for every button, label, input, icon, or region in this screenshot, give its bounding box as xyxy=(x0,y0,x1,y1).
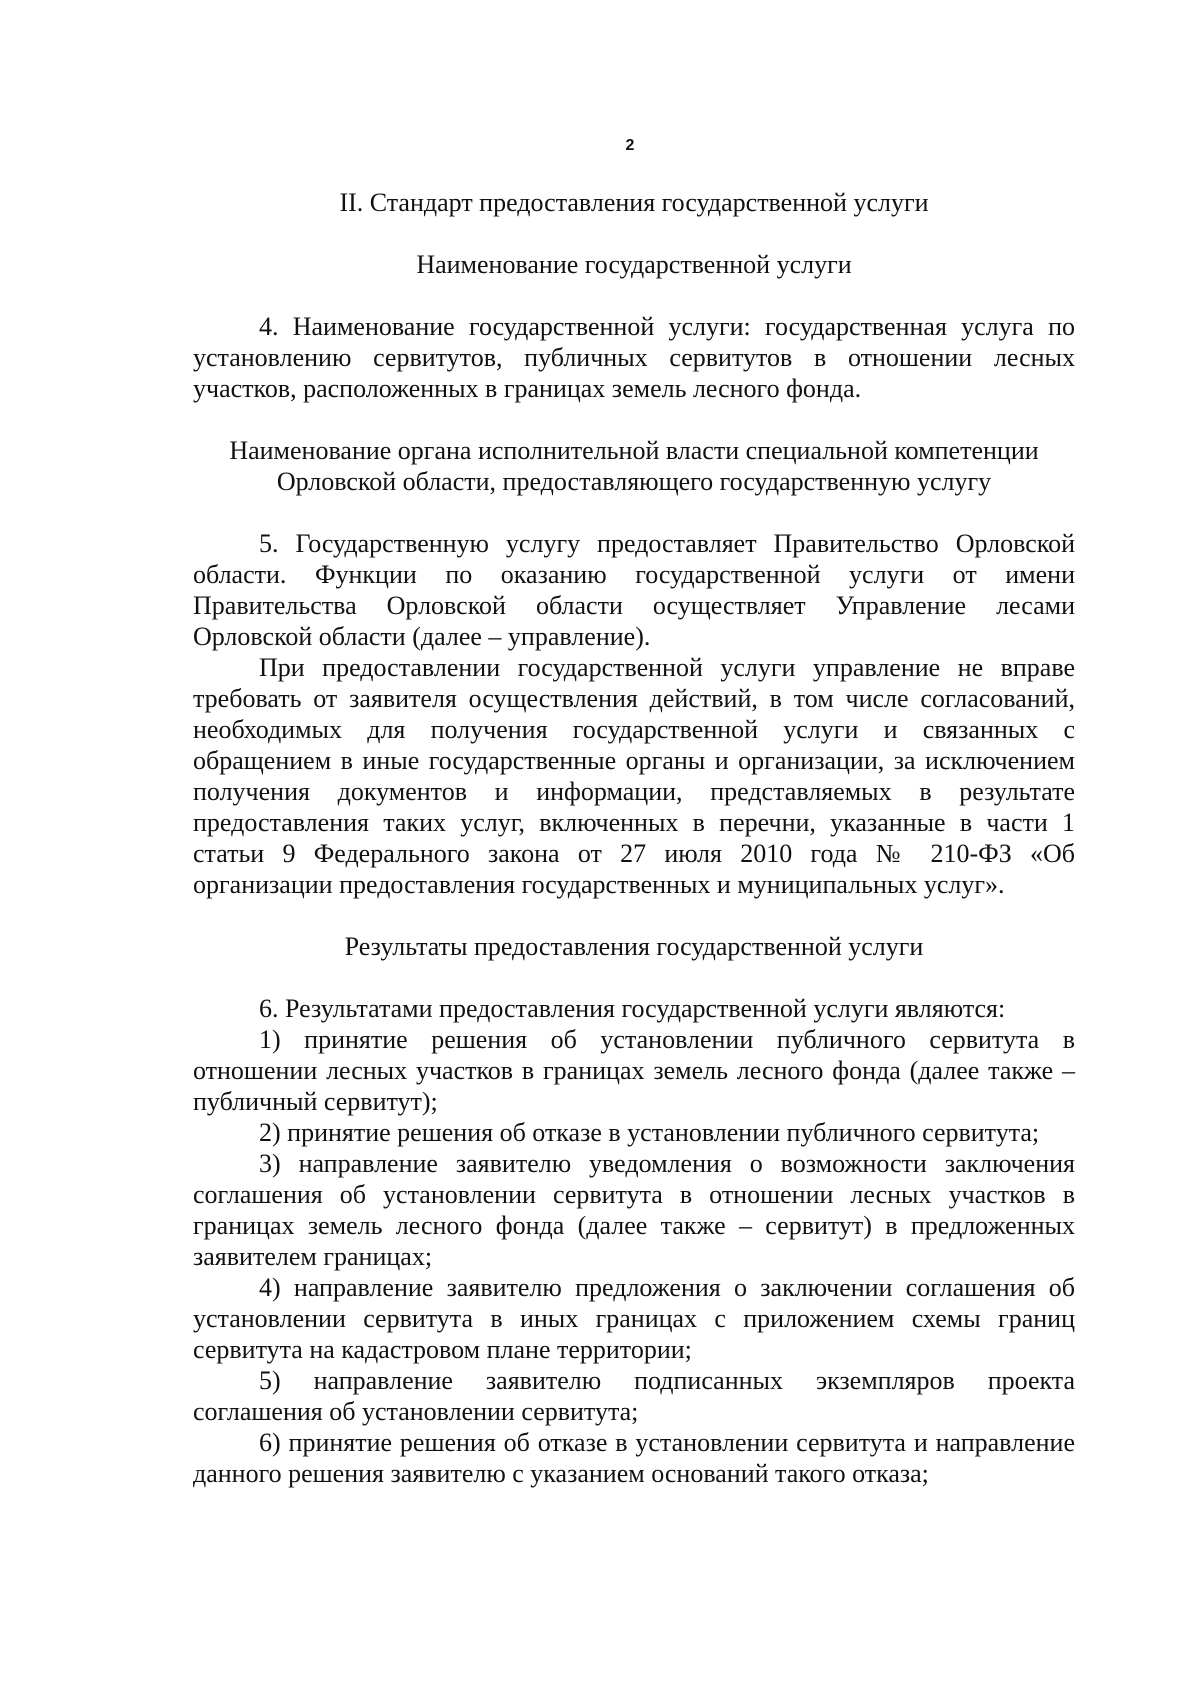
paragraph-4: 4. Наименование государственной услуги: государственная услуга по установлению сервитутов, публичных сервитутов в отношении лесных участков, расположенных в границах земель лесного фонда. xyxy=(193,312,1075,403)
heading-authority-line-1: Наименование органа исполнительной власти специальной компетенции xyxy=(229,436,1039,465)
heading-service-name: Наименование государственной услуги xyxy=(416,250,852,279)
list-item-2: 2) принятие решения об отказе в установлении публичного сервитута; xyxy=(259,1118,1040,1147)
heading-results: Результаты предоставления государственной услуги xyxy=(344,932,924,961)
paragraph-5-continued: При предоставлении государственной услуги управление не вправе требовать от заявителя осуществления действий, в том числе согласований, необходимых для получения государственной услуги и связанных с обращением в иные государственные органы и организации, за исключением получения документов и информации, представляемых в результате предоставления таких услуг, включенных в перечни, указанные в части 1 статьи 9 Федерального закона от 27 июля 2010 года № 210-ФЗ «Об организации предоставления государственных и муниципальных услуг». xyxy=(193,653,1075,899)
heading-authority-line-2: Орловской области, предоставляющего государственную услугу xyxy=(276,467,992,496)
paragraph-6: 6. Результатами предоставления государственной услуги являются: xyxy=(259,994,1006,1023)
heading-authority xyxy=(193,435,1075,497)
list-item-5: 5) направление заявителю подписанных экземпляров проекта соглашения об установлении сервитута; xyxy=(193,1366,1075,1426)
section-title: II. Стандарт предоставления государственной услуги xyxy=(339,188,929,217)
document-body xyxy=(193,187,1075,1489)
list-item-4: 4) направление заявителю предложения о заключении соглашения об установлении сервитута в иных границах с приложением схемы границ сервитута на кадастровом плане территории; xyxy=(193,1273,1075,1364)
list-item-3: 3) направление заявителю уведомления о возможности заключения соглашения об установлении сервитута в отношении лесных участков в границах земель лесного фонда (далее также – сервитут) в предложенных заявителем границах; xyxy=(193,1149,1075,1271)
list-item-1: 1) принятие решения об установлении публичного сервитута в отношении лесных участков в границах земель лесного фонда (далее также – публичный сервитут); xyxy=(193,1025,1075,1116)
paragraph-5: 5. Государственную услугу предоставляет Правительство Орловской области. Функции по оказанию государственной услуги от имени Правительства Орловской области осуществляет Управление лесами Орловской области (далее – управление). xyxy=(193,529,1075,651)
list-item-6: 6) принятие решения об отказе в установлении сервитута и направление данного решения заявителю с указанием оснований такого отказа; xyxy=(193,1428,1075,1488)
page-number: 2 xyxy=(625,137,635,154)
